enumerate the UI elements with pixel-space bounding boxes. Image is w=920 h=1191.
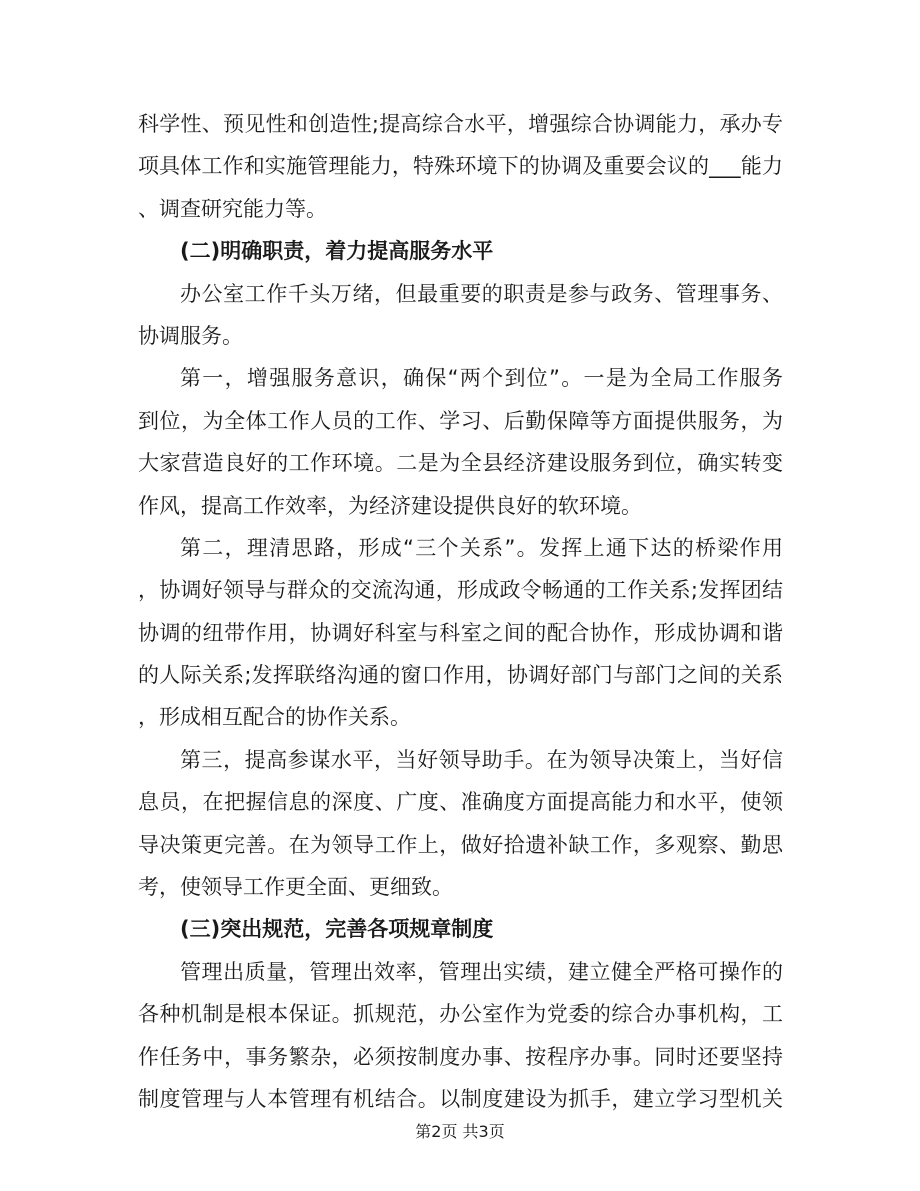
paragraph-line: 第一，增强服务意识，确保“两个到位”。一是为全局工作服务 <box>180 366 783 391</box>
paragraph-line: 各种机制是根本保证。抓规范，办公室作为党委的综合办事机构，工 <box>138 1002 783 1027</box>
paragraph-line: 考，使领导工作更全面、更细致。 <box>138 875 453 900</box>
paragraph-line: 制度管理与人本管理有机结合。以制度建设为抓手，建立学习型机关 <box>138 1086 783 1111</box>
paragraph-line: 息员，在把握信息的深度、广度、准确度方面提高能力和水平，使领 <box>138 790 783 815</box>
paragraph-line: 作风，提高工作效率，为经济建设提供良好的软环境。 <box>138 493 642 518</box>
paragraph-line: 第三，提高参谋水平，当好领导助手。在为领导决策上，当好信 <box>180 747 783 772</box>
paragraph-line: 大家营造良好的工作环境。二是为全县经济建设服务到位，确实转变 <box>138 451 783 476</box>
paragraph-line: ，协调好领导与群众的交流沟通，形成政令畅通的工作关系;发挥团结 <box>138 578 783 603</box>
paragraph-line: 协调服务。 <box>138 323 243 348</box>
paragraph-line: 科学性、预见性和创造性;提高综合水平，增强综合协调能力，承办专 <box>138 112 783 136</box>
paragraph-line: 到位，为全体工作人员的工作、学习、后勤保障等方面提供服务，为 <box>138 408 783 433</box>
document-body <box>138 103 783 1120</box>
paragraph-line: 第二，理清思路，形成“三个关系”。发挥上通下达的桥梁作用 <box>180 535 783 560</box>
paragraph-line: 项具体工作和实施管理能力，特殊环境下的协调及重要会议的___能力 <box>138 154 783 179</box>
paragraph-line: 协调的纽带作用，协调好科室与科室之间的配合协作，形成协调和谐 <box>138 620 783 645</box>
paragraph-line: ，形成相互配合的协作关系。 <box>138 705 411 730</box>
paragraph-line: 、调查研究能力等。 <box>138 196 327 221</box>
paragraph-line: 管理出质量，管理出效率，管理出实绩，建立健全严格可操作的 <box>180 959 783 984</box>
paragraph-line: 作任务中，事务繁杂，必须按制度办事、按程序办事。同时还要坚持 <box>138 1044 783 1069</box>
paragraph-line: 的人际关系;发挥联络沟通的窗口作用，协调好部门与部门之间的关系 <box>138 663 783 688</box>
section-heading: (三)突出规范，完善各项规章制度 <box>180 917 494 942</box>
paragraph-line: 办公室工作千头万绪，但最重要的职责是参与政务、管理事务、 <box>180 281 783 306</box>
paragraph-line: 导决策更完善。在为领导工作上，做好拾遗补缺工作，多观察、勤思 <box>138 832 783 857</box>
page-number-footer: 第2页 共3页 <box>415 1122 505 1141</box>
section-heading: (二)明确职责，着力提高服务水平 <box>180 239 494 264</box>
